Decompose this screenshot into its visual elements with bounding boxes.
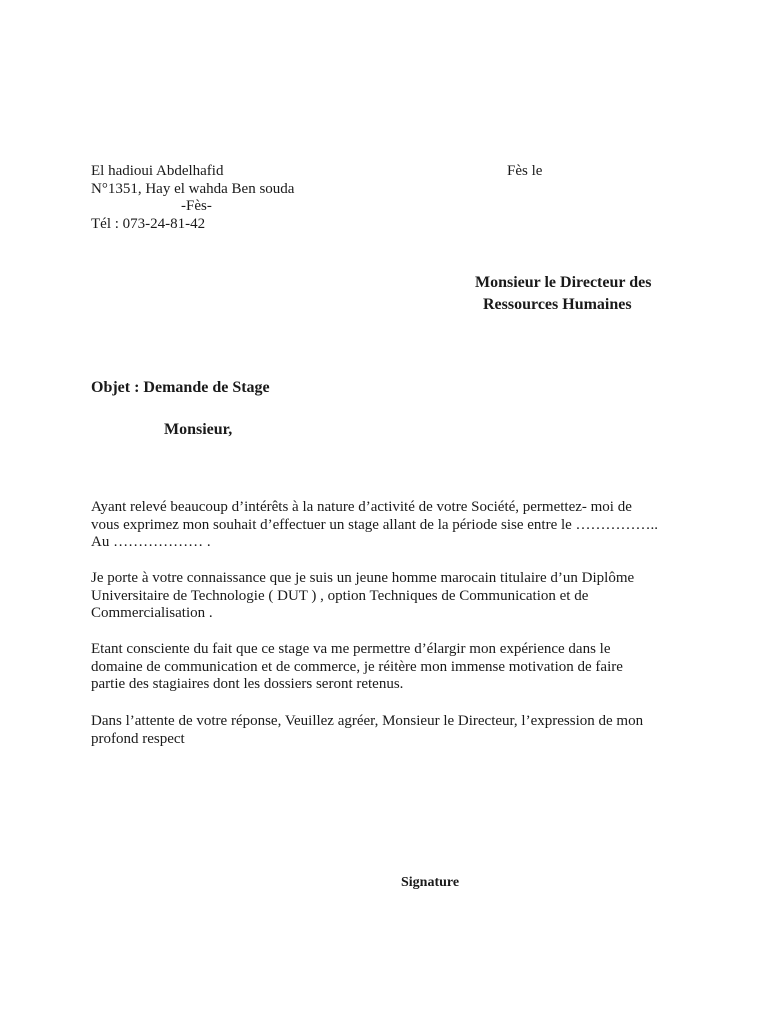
paragraph-line: vous exprimez mon souhait d’effectuer un stage allant de la période sise entre le …………….. [91,516,659,533]
paragraph-line: Commercialisation . [91,605,213,621]
paragraph-qualification [91,570,681,623]
salutation: Monsieur, [164,421,233,438]
recipient-line-2: Ressources Humaines [483,296,632,313]
paragraph-line: Ayant relevé beaucoup d’intérêts à la nature d’activité de votre Société, permettez- moi de [91,499,632,515]
paragraph-line: Je porte à votre connaissance que je suis un jeune homme marocain titulaire d’un Diplôme [91,570,635,586]
recipient-line-1: Monsieur le Directeur des [475,274,652,291]
signature-label: Signature [401,875,460,890]
paragraph-closing [91,713,681,748]
place-date: Fès le [507,163,543,179]
paragraph-intro [91,499,681,552]
sender-address: N°1351, Hay el wahda Ben souda [91,181,295,197]
paragraph-line: Universitaire de Technologie ( DUT ) , option Techniques de Communication et de [91,587,589,604]
paragraph-line: Au ……………… . [91,534,211,550]
paragraph-line: domaine de communication et de commerce, je réitère mon immense motivation de faire [91,658,623,675]
paragraph-line: profond respect [91,730,185,747]
paragraph-line: Etant consciente du fait que ce stage va me permettre d’élargir mon expérience dans le [91,641,611,657]
paragraph-line: Dans l’attente de votre réponse, Veuillez agréer, Monsieur le Directeur, l’expression de mon [91,713,644,729]
paragraph-motivation [91,641,681,694]
sender-name: El hadioui Abdelhafid [91,163,224,179]
sender-phone: Tél : 073-24-81-42 [91,216,206,232]
subject-line: Objet : Demande de Stage [91,379,270,396]
sender-city: -Fès- [181,198,212,214]
paragraph-line: partie des stagiaires dont les dossiers seront retenus. [91,676,404,692]
